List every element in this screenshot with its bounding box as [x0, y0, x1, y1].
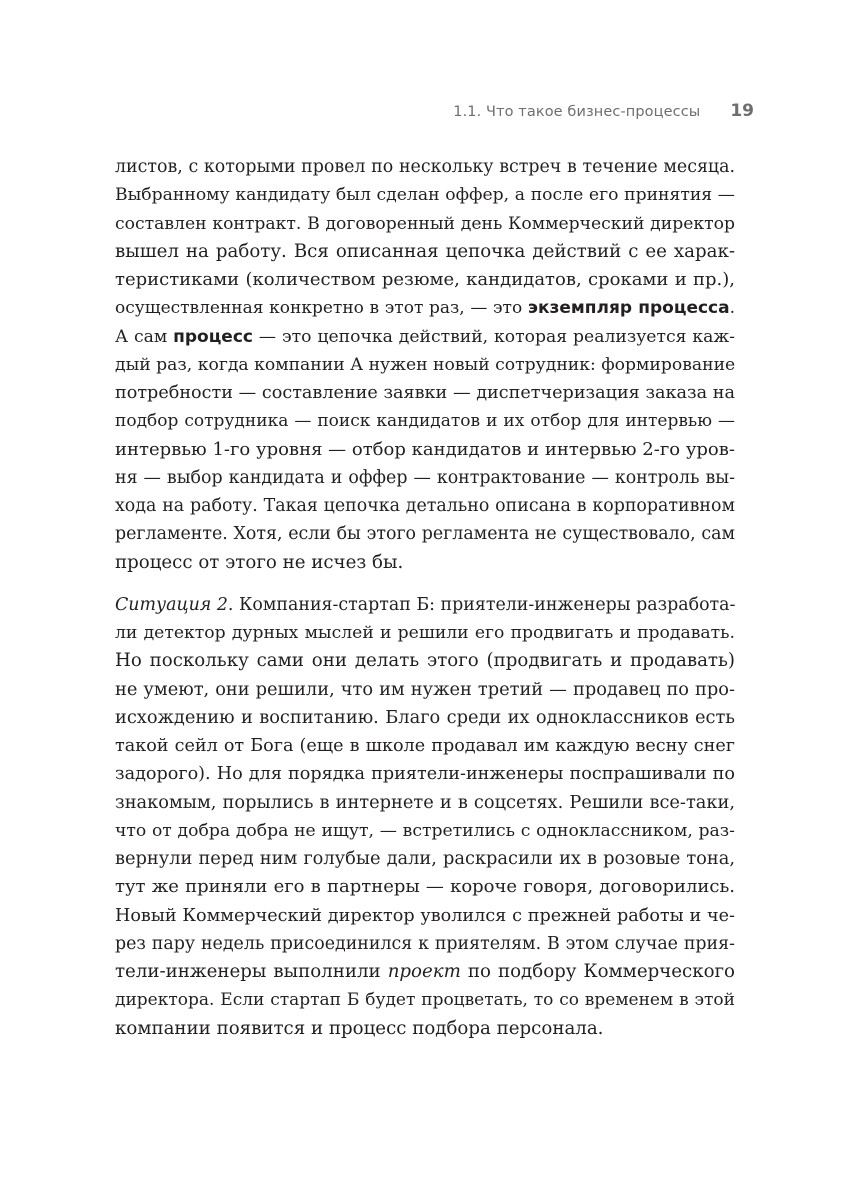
text-line: процесс от этого не исчез бы.: [115, 551, 404, 573]
text-line: рез пару недель присоединился к приятелям. В этом случае прия-: [115, 933, 735, 954]
text-line: такой сейл от Бога (еще в школе продавал им каждую весну снег: [115, 736, 735, 756]
paragraph-1: [115, 153, 735, 577]
text-line: потребности — составление заявки — диспетчеризация заказа на: [115, 383, 735, 403]
text-line: подбор сотрудника — поиск кандидатов и их отбор для интервью —: [115, 411, 735, 432]
text-line: листов, с которыми провел по нескольку встреч в течение месяца.: [115, 157, 735, 177]
text-fragment: тели-инженеры выполнили: [115, 961, 388, 982]
text-fragment: осуществленная конкретно в этот раз, — это: [115, 298, 528, 319]
text-line: задорого). Но для порядка приятели-инженеры поспрашивали по: [115, 764, 735, 785]
page-body: [115, 153, 735, 1043]
text-fragment: по подбору Коммерческого: [460, 961, 735, 982]
text-line: вышел на работу. Вся описанная цепочка действий с ее харак-: [115, 240, 735, 262]
text-line: Выбранному кандидату был сделан оффер, а после его принятия —: [115, 185, 735, 206]
text-fragment: А сам: [115, 326, 174, 347]
text-line: ли детектор дурных мыслей и решили его продвигать и продавать.: [115, 623, 735, 643]
text-line: тут же приняли его в партнеры — короче говоря, договорились.: [115, 876, 735, 898]
term-process-instance: экземпляр процесса: [527, 298, 730, 319]
text-fragment: — это цепочка действий, которая реализуется каж-: [253, 326, 735, 347]
text-line: исхождению и воспитанию. Благо среди их одноклассников есть: [115, 706, 735, 728]
text-line: дый раз, когда компании А нужен новый сотрудник: формирование: [115, 354, 736, 375]
term-project: проект: [387, 961, 461, 982]
page-number: 19: [730, 101, 754, 121]
text-line: интервью 1-го уровня — отбор кандидатов и интервью 2-го уров-: [115, 438, 735, 460]
text-line: что от добра добра не ищут, — встретились с одноклассником, раз-: [115, 820, 735, 841]
paragraph-spacer: [115, 577, 735, 591]
text-line: не умеют, они решили, что им нужен третий — продавец по про-: [115, 678, 735, 700]
text-line: [115, 958, 735, 986]
text-line: хода на работу. Такая цепочка детально описана в корпоративном: [115, 496, 735, 516]
text-fragment: . Компания-стартап Б: приятели-инженеры разработа-: [227, 594, 736, 615]
text-line: регламенте. Хотя, если бы этого регламента не существовало, сам: [115, 524, 735, 545]
text-line: вернули перед ним голубые дали, раскрасили их в розовые тона,: [115, 848, 735, 869]
text-line: [115, 323, 735, 351]
text-line: [115, 294, 735, 322]
running-title: 1.1. Что такое бизнес-процессы: [453, 104, 701, 120]
situation-label: Ситуация 2: [115, 594, 228, 615]
paragraph-2: [115, 591, 735, 1043]
text-line: ня — выбор кандидата и оффер — контрактование — контроль вы-: [115, 467, 735, 488]
text-line: [115, 591, 735, 619]
text-line: Но поскольку сами они делать этого (продвигать и продавать): [115, 650, 735, 672]
text-line: директора. Если стартап Б будет процветать, то со временем в этой: [115, 990, 735, 1011]
term-process: процесс: [173, 326, 253, 347]
text-line: теристиками (количеством резюме, кандидатов, сроками и пр.),: [115, 269, 735, 290]
text-line: знакомым, порылись в интернете и в соцсетях. Решили все-таки,: [115, 791, 735, 813]
text-line: компании появится и процесс подбора персонала.: [115, 1017, 604, 1039]
text-line: Новый Коммерческий директор уволился с прежней работы и че-: [115, 905, 735, 926]
text-fragment: .: [729, 298, 736, 319]
text-line: составлен контракт. В договоренный день Коммерческий директор: [115, 213, 735, 234]
running-header: [453, 101, 754, 121]
